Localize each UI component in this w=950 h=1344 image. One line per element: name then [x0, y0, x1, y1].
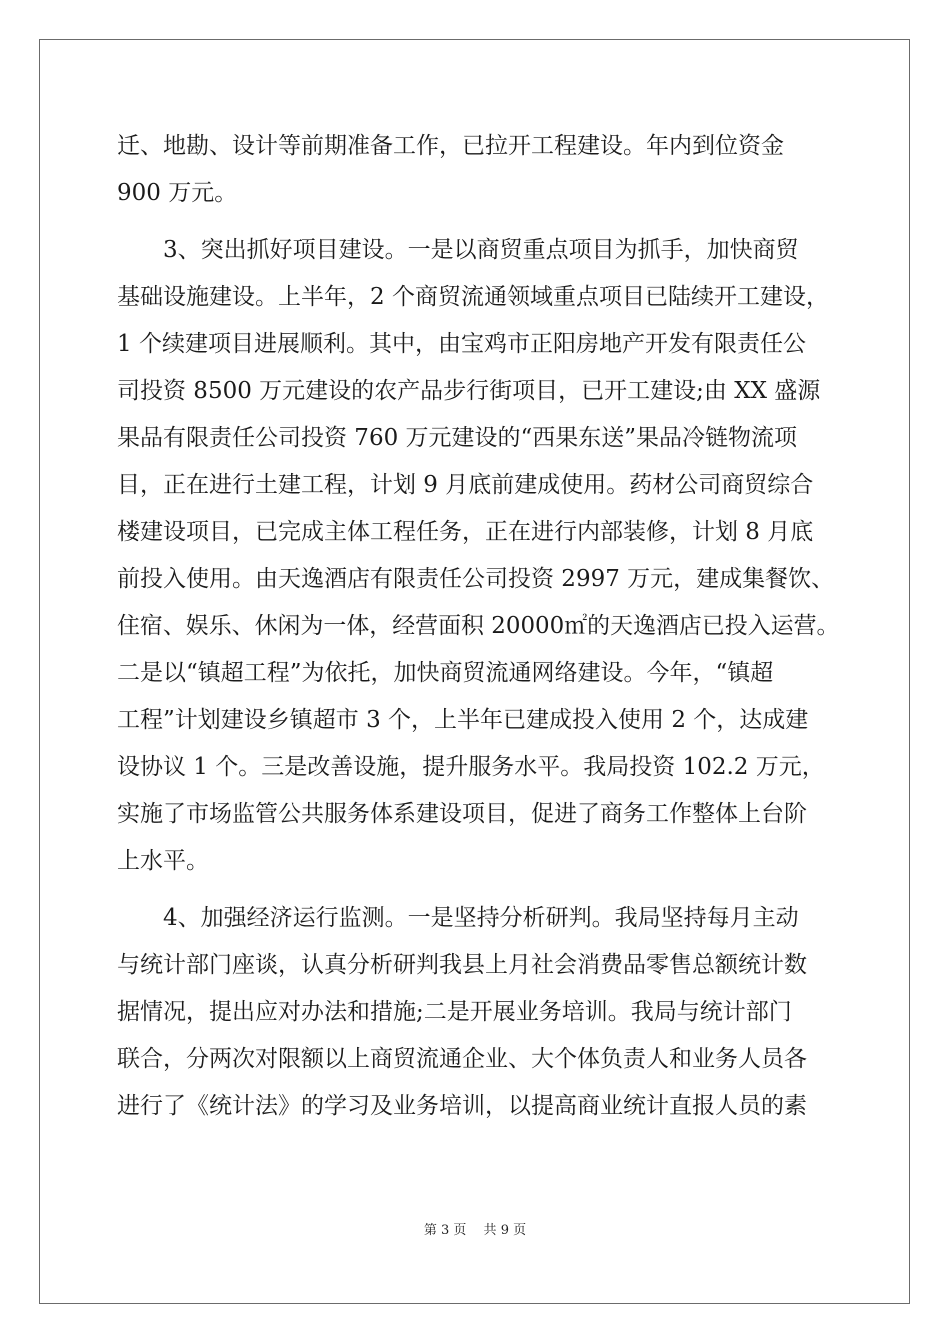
text-line: 据情况，提出应对办法和措施;二是开展业务培训。我局与统计部门	[117, 999, 792, 1025]
text-line: 联合，分两次对限额以上商贸流通企业、大个体负责人和业务人员各	[117, 1046, 807, 1072]
text-line: 二是以“镇超工程”为依托，加快商贸流通网络建设。今年，“镇超	[117, 660, 774, 686]
paragraph-start-line: 3、突出抓好项目建设。一是以商贸重点项目为抓手，加快商贸	[163, 237, 799, 263]
text-line: 工程”计划建设乡镇超市 3 个，上半年已建成投入使用 2 个，达成建	[117, 707, 809, 733]
text-line: 前投入使用。由天逸酒店有限责任公司投资 2997 万元，建成集餐饮、	[117, 566, 835, 592]
text-line: 上水平。	[117, 848, 209, 874]
text-line: 基础设施建设。上半年，2 个商贸流通领域重点项目已陆续开工建设，	[117, 284, 829, 310]
text-line: 1 个续建项目进展顺利。其中，由宝鸡市正阳房地产开发有限责任公	[117, 331, 806, 357]
text-line: 迁、地勘、设计等前期准备工作，已拉开工程建设。年内到位资金	[117, 133, 784, 159]
text-line: 设协议 1 个。三是改善设施，提升服务水平。我局投资 102.2 万元，	[117, 754, 825, 780]
text-line: 实施了市场监管公共服务体系建设项目，促进了商务工作整体上台阶	[117, 801, 807, 827]
text-line: 900 万元。	[117, 180, 238, 206]
text-line: 住宿、娱乐、休闲为一体，经营面积 20000㎡的天逸酒店已投入运营。	[117, 613, 840, 639]
text-line: 楼建设项目，已完成主体工程任务，正在进行内部装修，计划 8 月底	[117, 519, 814, 545]
text-line: 目，正在进行土建工程，计划 9 月底前建成使用。药材公司商贸综合	[117, 472, 814, 498]
text-line: 与统计部门座谈，认真分析研判我县上月社会消费品零售总额统计数	[117, 952, 807, 978]
text-line: 司投资 8500 万元建设的农产品步行街项目，已开工建设;由 XX 盛源	[117, 378, 821, 404]
page-number-footer: 第 3 页 共 9 页	[423, 1223, 527, 1238]
text-line: 进行了《统计法》的学习及业务培训，以提高商业统计直报人员的素	[117, 1093, 807, 1119]
paragraph-start-line: 4、加强经济运行监测。一是坚持分析研判。我局坚持每月主动	[163, 905, 799, 931]
text-line: 果品有限责任公司投资 760 万元建设的“西果东送”果品冷链物流项	[117, 425, 798, 451]
